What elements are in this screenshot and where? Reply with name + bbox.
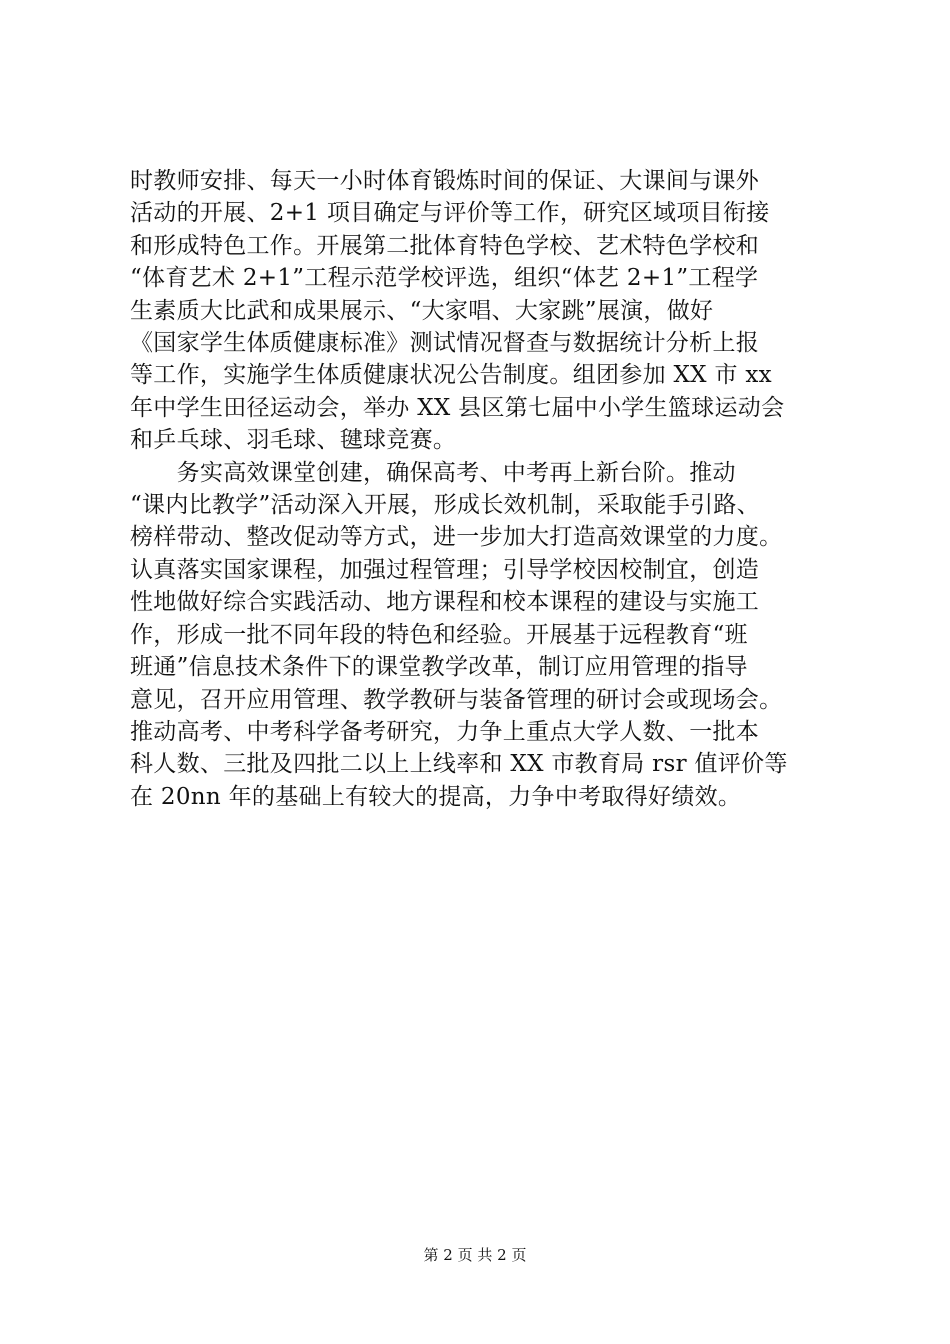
paragraph-1 <box>130 165 830 457</box>
text-line: 性地做好综合实践活动、地方课程和校本课程的建设与实施工 <box>130 589 760 616</box>
text-line: 时教师安排、每天一小时体育锻炼时间的保证、大课间与课外 <box>130 168 760 194</box>
page-number: 第 2 页 共 2 页 <box>423 1246 527 1264</box>
text-line: 年中学生田径运动会，举办 XX 县区第七届中小学生篮球运动会 <box>130 394 785 421</box>
text-line: 科人数、三批及四批二以上上线率和 XX 市教育局 rsr 值评价等 <box>130 751 788 778</box>
text-line: 推动高考、中考科学备考研究，力争上重点大学人数、一批本 <box>130 718 760 745</box>
body-text <box>130 165 830 813</box>
text-line: 活动的开展、2+1 项目确定与评价等工作，研究区域项目衔接 <box>130 200 770 227</box>
text-line: 生素质大比武和成果展示、“大家唱、大家跳”展演，做好 <box>130 297 714 324</box>
text-line: “课内比教学”活动深入开展，形成长效机制，采取能手引路、 <box>130 492 760 519</box>
text-line: 等工作，实施学生体质健康状况公告制度。组团参加 XX 市 xx <box>130 362 772 389</box>
text-line: “体育艺术 2+1”工程示范学校评选，组织“体艺 2+1”工程学 <box>130 265 759 292</box>
text-line: 榜样带动、整改促动等方式，进一步加大打造高效课堂的力度。 <box>130 524 783 551</box>
text-line: 意见，召开应用管理、教学教研与装备管理的研讨会或现场会。 <box>130 686 783 713</box>
text-line: 认真落实国家课程，加强过程管理；引导学校因校制宜，创造 <box>130 556 760 583</box>
text-line: 和乒乓球、羽毛球、毽球竞赛。 <box>130 427 457 454</box>
page-footer <box>0 1245 950 1265</box>
paragraph-2 <box>130 457 830 813</box>
text-line: 《国家学生体质健康标准》测试情况督查与数据统计分析上报 <box>130 330 760 357</box>
text-line: 和形成特色工作。开展第二批体育特色学校、艺术特色学校和 <box>130 232 760 259</box>
text-line: 班通”信息技术条件下的课堂教学改革，制订应用管理的指导 <box>130 654 748 681</box>
text-line: 作，形成一批不同年段的特色和经验。开展基于远程教育“班 <box>130 621 748 648</box>
text-line: 务实高效课堂创建，确保高考、中考再上新台阶。推动 <box>130 459 736 486</box>
text-line: 在 20nn 年的基础上有较大的提高，力争中考取得好绩效。 <box>130 783 742 810</box>
